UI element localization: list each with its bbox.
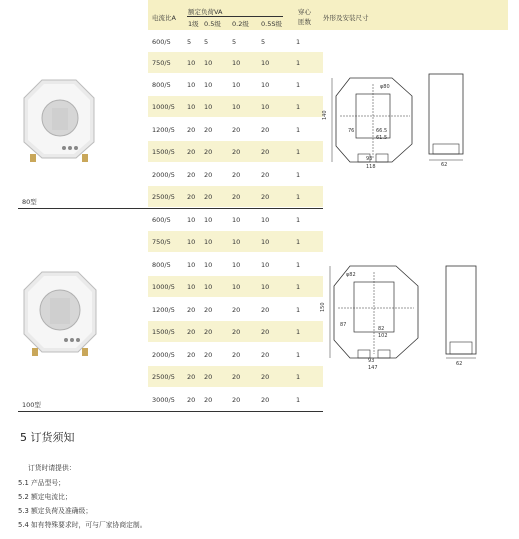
order-item: 5.4 如有特殊要求时，可与厂家协商定制。 xyxy=(18,521,147,529)
header-grade-02: 0.2级 xyxy=(232,20,249,28)
table-cell: 10 xyxy=(232,283,241,291)
order-item: 5.1 产品型号； xyxy=(18,479,65,487)
table-cell: 20 xyxy=(204,328,213,336)
table-cell: 10 xyxy=(261,216,270,224)
dim-depth: 62 xyxy=(456,361,463,367)
table-cell: 1000/5 xyxy=(152,103,175,111)
table-cell: 10 xyxy=(204,283,213,291)
table-cell: 1000/5 xyxy=(152,283,175,291)
table-cell: 10 xyxy=(204,261,213,269)
table-cell: 5 xyxy=(232,38,237,46)
table-cell: 10 xyxy=(261,103,270,111)
table-cell: 1 xyxy=(296,103,301,111)
table-cell: 5 xyxy=(261,38,266,46)
table-cell: 10 xyxy=(232,238,241,246)
table-row xyxy=(148,276,323,297)
table-cell: 20 xyxy=(261,373,270,381)
table-cell: 20 xyxy=(232,396,241,404)
table-row xyxy=(148,344,323,365)
table-cell: 20 xyxy=(261,351,270,359)
table-cell: 10 xyxy=(232,103,241,111)
table-cell: 1 xyxy=(296,81,301,89)
table-row xyxy=(148,299,323,320)
table-cell: 10 xyxy=(187,283,196,291)
table-cell: 1 xyxy=(296,216,301,224)
table-cell: 10 xyxy=(261,261,270,269)
table-cell: 10 xyxy=(187,216,196,224)
header-ratio: 电流比A xyxy=(152,14,176,22)
table-cell: 10 xyxy=(187,238,196,246)
table-cell: 10 xyxy=(187,81,196,89)
table-cell: 20 xyxy=(204,373,213,381)
table-cell: 2000/5 xyxy=(152,351,175,359)
model80-side-drawing xyxy=(425,70,475,170)
table-row xyxy=(148,321,323,342)
table-cell: 20 xyxy=(187,171,196,179)
table-cell: 10 xyxy=(261,283,270,291)
model80-front-drawing xyxy=(322,70,420,170)
table-cell: 800/5 xyxy=(152,261,171,269)
header-load: 额定负荷VA xyxy=(188,8,223,16)
table-cell: 20 xyxy=(204,396,213,404)
dim-mount: 93 xyxy=(366,156,373,162)
table-cell: 20 xyxy=(187,126,196,134)
model100-side-drawing xyxy=(438,260,488,370)
table-cell: 2500/5 xyxy=(152,193,175,201)
table-cell: 20 xyxy=(232,193,241,201)
table-cell: 20 xyxy=(261,193,270,201)
table-cell: 20 xyxy=(187,193,196,201)
table-cell: 20 xyxy=(232,148,241,156)
table-cell: 20 xyxy=(261,126,270,134)
table-cell: 1200/5 xyxy=(152,306,175,314)
table-cell: 20 xyxy=(261,328,270,336)
dim-inner: 82 xyxy=(378,326,385,332)
table-cell: 1 xyxy=(296,38,301,46)
table-cell: 10 xyxy=(204,81,213,89)
dim-mid: 102 xyxy=(378,333,388,339)
header-grade-05: 0.5级 xyxy=(204,20,221,28)
table-cell: 1 xyxy=(296,373,301,381)
dim-mount: 93 xyxy=(368,358,375,364)
table-cell: 1 xyxy=(296,193,301,201)
table-row xyxy=(148,209,323,230)
table-cell: 1 xyxy=(296,283,301,291)
dim-height: 150 xyxy=(320,302,326,312)
model100-photo xyxy=(20,268,100,360)
table-cell: 10 xyxy=(204,59,213,67)
dim-depth: 62 xyxy=(441,162,448,168)
table-cell: 20 xyxy=(204,306,213,314)
table-cell: 10 xyxy=(232,59,241,67)
table-cell: 10 xyxy=(232,261,241,269)
table-row xyxy=(148,366,323,387)
table-row xyxy=(148,231,323,252)
table-cell: 600/5 xyxy=(152,38,171,46)
table-row xyxy=(148,254,323,275)
table-cell: 10 xyxy=(261,81,270,89)
table-cell: 1 xyxy=(296,306,301,314)
table-cell: 20 xyxy=(204,148,213,156)
table-cell: 10 xyxy=(232,81,241,89)
dim-body: 76 xyxy=(348,128,355,134)
model100-front-drawing xyxy=(320,260,424,371)
header-turns-top: 穿心 xyxy=(298,8,311,16)
table-cell: 1 xyxy=(296,148,301,156)
order-intro: 订货时请提供： xyxy=(28,464,76,472)
table-row xyxy=(148,96,323,117)
model80-photo xyxy=(20,76,98,168)
table-cell: 20 xyxy=(187,148,196,156)
header-divider xyxy=(187,16,283,17)
table-cell: 10 xyxy=(187,261,196,269)
table-cell: 20 xyxy=(261,148,270,156)
table-cell: 2500/5 xyxy=(152,373,175,381)
dim-width: 118 xyxy=(366,164,376,170)
table-cell: 1 xyxy=(296,261,301,269)
table-cell: 1 xyxy=(296,59,301,67)
table-cell: 1 xyxy=(296,328,301,336)
dim-inner: 61.5 xyxy=(376,135,388,141)
table-cell: 1200/5 xyxy=(152,126,175,134)
table-cell: 2000/5 xyxy=(152,171,175,179)
table-cell: 10 xyxy=(261,238,270,246)
table-cell: 5 xyxy=(187,38,192,46)
table-cell: 20 xyxy=(187,351,196,359)
table-row xyxy=(148,141,323,162)
table-cell: 3000/5 xyxy=(152,396,175,404)
table-cell: 1 xyxy=(296,351,301,359)
table-cell: 20 xyxy=(204,351,213,359)
table-cell: 20 xyxy=(204,126,213,134)
table-cell: 10 xyxy=(187,103,196,111)
table-cell: 1 xyxy=(296,396,301,404)
dim-mid: 66.5 xyxy=(376,128,388,134)
table-cell: 10 xyxy=(204,238,213,246)
table-row xyxy=(148,389,323,410)
table-cell: 20 xyxy=(187,306,196,314)
table-cell: 1500/5 xyxy=(152,328,175,336)
table-cell: 10 xyxy=(187,59,196,67)
table-cell: 10 xyxy=(261,59,270,67)
header-dims: 外形及安装尺寸 xyxy=(323,14,369,22)
model100-label: 100型 xyxy=(22,401,41,409)
table-row xyxy=(148,52,323,73)
table-cell: 800/5 xyxy=(152,81,171,89)
table-cell: 20 xyxy=(261,396,270,404)
table-cell: 20 xyxy=(261,171,270,179)
header-grade-05s: 0.5S级 xyxy=(261,20,282,28)
dim-hole: φ82 xyxy=(346,272,356,278)
table-cell: 20 xyxy=(232,373,241,381)
table-cell: 1 xyxy=(296,126,301,134)
table-cell: 20 xyxy=(232,126,241,134)
table-cell: 750/5 xyxy=(152,238,171,246)
model80-label: 80型 xyxy=(22,198,37,206)
table-cell: 20 xyxy=(187,396,196,404)
table-row xyxy=(148,119,323,140)
table-cell: 20 xyxy=(204,193,213,201)
order-section-title: 5 订货须知 xyxy=(20,431,75,444)
section-divider xyxy=(18,411,323,412)
table-cell: 20 xyxy=(261,306,270,314)
table-cell: 20 xyxy=(232,306,241,314)
table-cell: 1 xyxy=(296,171,301,179)
dim-width: 147 xyxy=(368,365,378,371)
table-cell: 20 xyxy=(232,328,241,336)
table-row xyxy=(148,164,323,185)
table-cell: 20 xyxy=(187,328,196,336)
table-cell: 750/5 xyxy=(152,59,171,67)
dim-hole: φ80 xyxy=(380,84,390,90)
table-cell: 1500/5 xyxy=(152,148,175,156)
table-row xyxy=(148,186,323,207)
table-cell: 20 xyxy=(232,171,241,179)
table-cell: 1 xyxy=(296,238,301,246)
table-cell: 20 xyxy=(187,373,196,381)
header-turns-bottom: 匝数 xyxy=(298,18,311,26)
header-grade-1: 1级 xyxy=(188,20,199,28)
table-cell: 600/5 xyxy=(152,216,171,224)
table-header xyxy=(148,0,508,30)
table-cell: 10 xyxy=(204,216,213,224)
table-cell: 20 xyxy=(232,351,241,359)
table-cell: 20 xyxy=(204,171,213,179)
table-cell: 5 xyxy=(204,38,209,46)
order-item: 5.2 额定电流比； xyxy=(18,493,72,501)
order-item: 5.3 额定负荷及准确级； xyxy=(18,507,93,515)
table-cell: 10 xyxy=(204,103,213,111)
dim-body: 87 xyxy=(340,322,347,328)
table-cell: 10 xyxy=(232,216,241,224)
dim-height: 140 xyxy=(322,110,328,120)
table-row xyxy=(148,31,323,52)
table-row xyxy=(148,74,323,95)
